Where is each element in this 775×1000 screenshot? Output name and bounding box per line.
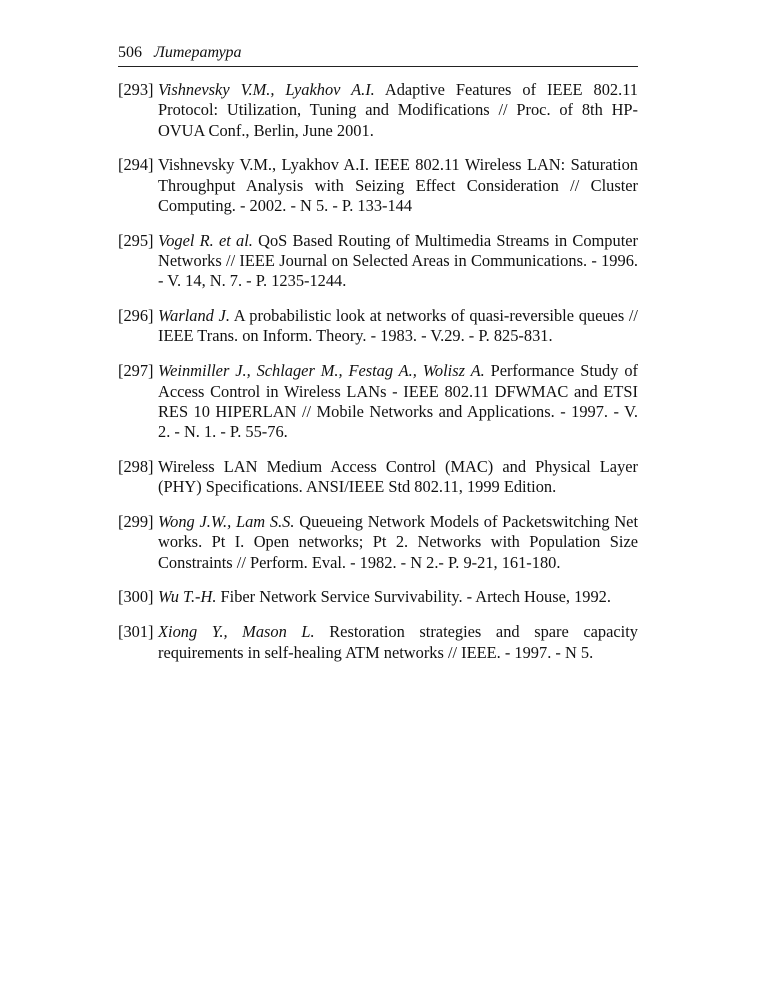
reference-item (118, 512, 638, 573)
reference-authors: Vogel R. et al. (158, 230, 253, 250)
header-rule (118, 66, 638, 67)
reference-item (118, 361, 638, 442)
reference-number: [295] (118, 230, 154, 250)
reference-item (118, 80, 638, 141)
reference-authors: Wong J.W., Lam S.S. (158, 512, 295, 532)
reference-item (118, 155, 638, 216)
reference-number: [298] (118, 456, 154, 476)
page-number: 506 (118, 44, 142, 61)
reference-item (118, 457, 638, 498)
reference-text: Fiber Network Service Survivability. - Artech House, 1992. (216, 587, 611, 607)
reference-authors: Wu T.-H. (158, 587, 217, 607)
reference-text: Adaptive Features of IEEE 802.11 Protocol: Utilization, Tuning and Modifications // Proc. of 8th HP-OVUA Conf., Berlin, June 2001. (158, 80, 638, 140)
reference-item (118, 587, 638, 607)
reference-text: Vishnevsky V.M., Lyakhov A.I. IEEE 802.11 Wireless LAN: Saturation Throughput Analysis with Seizing Effect Consideration // Cluster Computing. - 2002. - N 5. - P. 133-144 (158, 155, 638, 215)
reference-number: [294] (118, 155, 154, 175)
reference-number: [301] (118, 622, 154, 642)
reference-item (118, 622, 638, 663)
reference-text: QoS Based Routing of Multimedia Streams in Computer Networks // IEEE Journal on Selected Areas in Communications. - 1996. - V. 14, N. 7. - P. 1235-1244. (158, 230, 638, 291)
reference-text: Wireless LAN Medium Access Control (MAC) and Physical Layer (PHY) Specifications. ANSI/IEEE Std 802.11, 1999 Edition. (158, 456, 638, 497)
reference-number: [296] (118, 306, 154, 326)
reference-authors: Warland J. (158, 306, 230, 326)
page-header (118, 43, 638, 63)
reference-list (118, 80, 638, 677)
reference-authors: Xiong Y., Mason L. (158, 622, 315, 642)
reference-authors: Vishnevsky V.M., Lyakhov A.I. (158, 80, 375, 99)
running-title: Литература (154, 44, 242, 61)
reference-text: A probabilistic look at networks of quasi-reversible queues // IEEE Trans. on Inform. Theory. - 1983. - V.29. - P. 825-831. (158, 306, 638, 346)
reference-number: [299] (118, 512, 154, 532)
reference-number: [297] (118, 361, 154, 381)
reference-item (118, 231, 638, 292)
reference-number: [300] (118, 587, 154, 607)
reference-text: Queueing Network Models of Packetswitching Net works. Pt I. Open networks; Pt 2. Networks with Population Size Constraints // Perform. Eval. - 1982. - N 2.- P. 9-21, 161-180. (158, 512, 639, 572)
reference-authors: Weinmiller J., Schlager M., Festag A., Wolisz A. (158, 361, 485, 381)
reference-text: Restoration strategies and spare capacity requirements in self-healing ATM networks // IEEE. - 1997. - N 5. (158, 622, 638, 662)
reference-item (118, 306, 638, 347)
reference-number: [293] (118, 80, 154, 99)
reference-text: Performance Study of Access Control in Wireless LANs - IEEE 802.11 DFWMAC and ETSI RES 10 HIPERLAN // Mobile Networks and Applications. - 1997. - V. 2. - N. 1. - P. 55-76. (158, 361, 638, 442)
